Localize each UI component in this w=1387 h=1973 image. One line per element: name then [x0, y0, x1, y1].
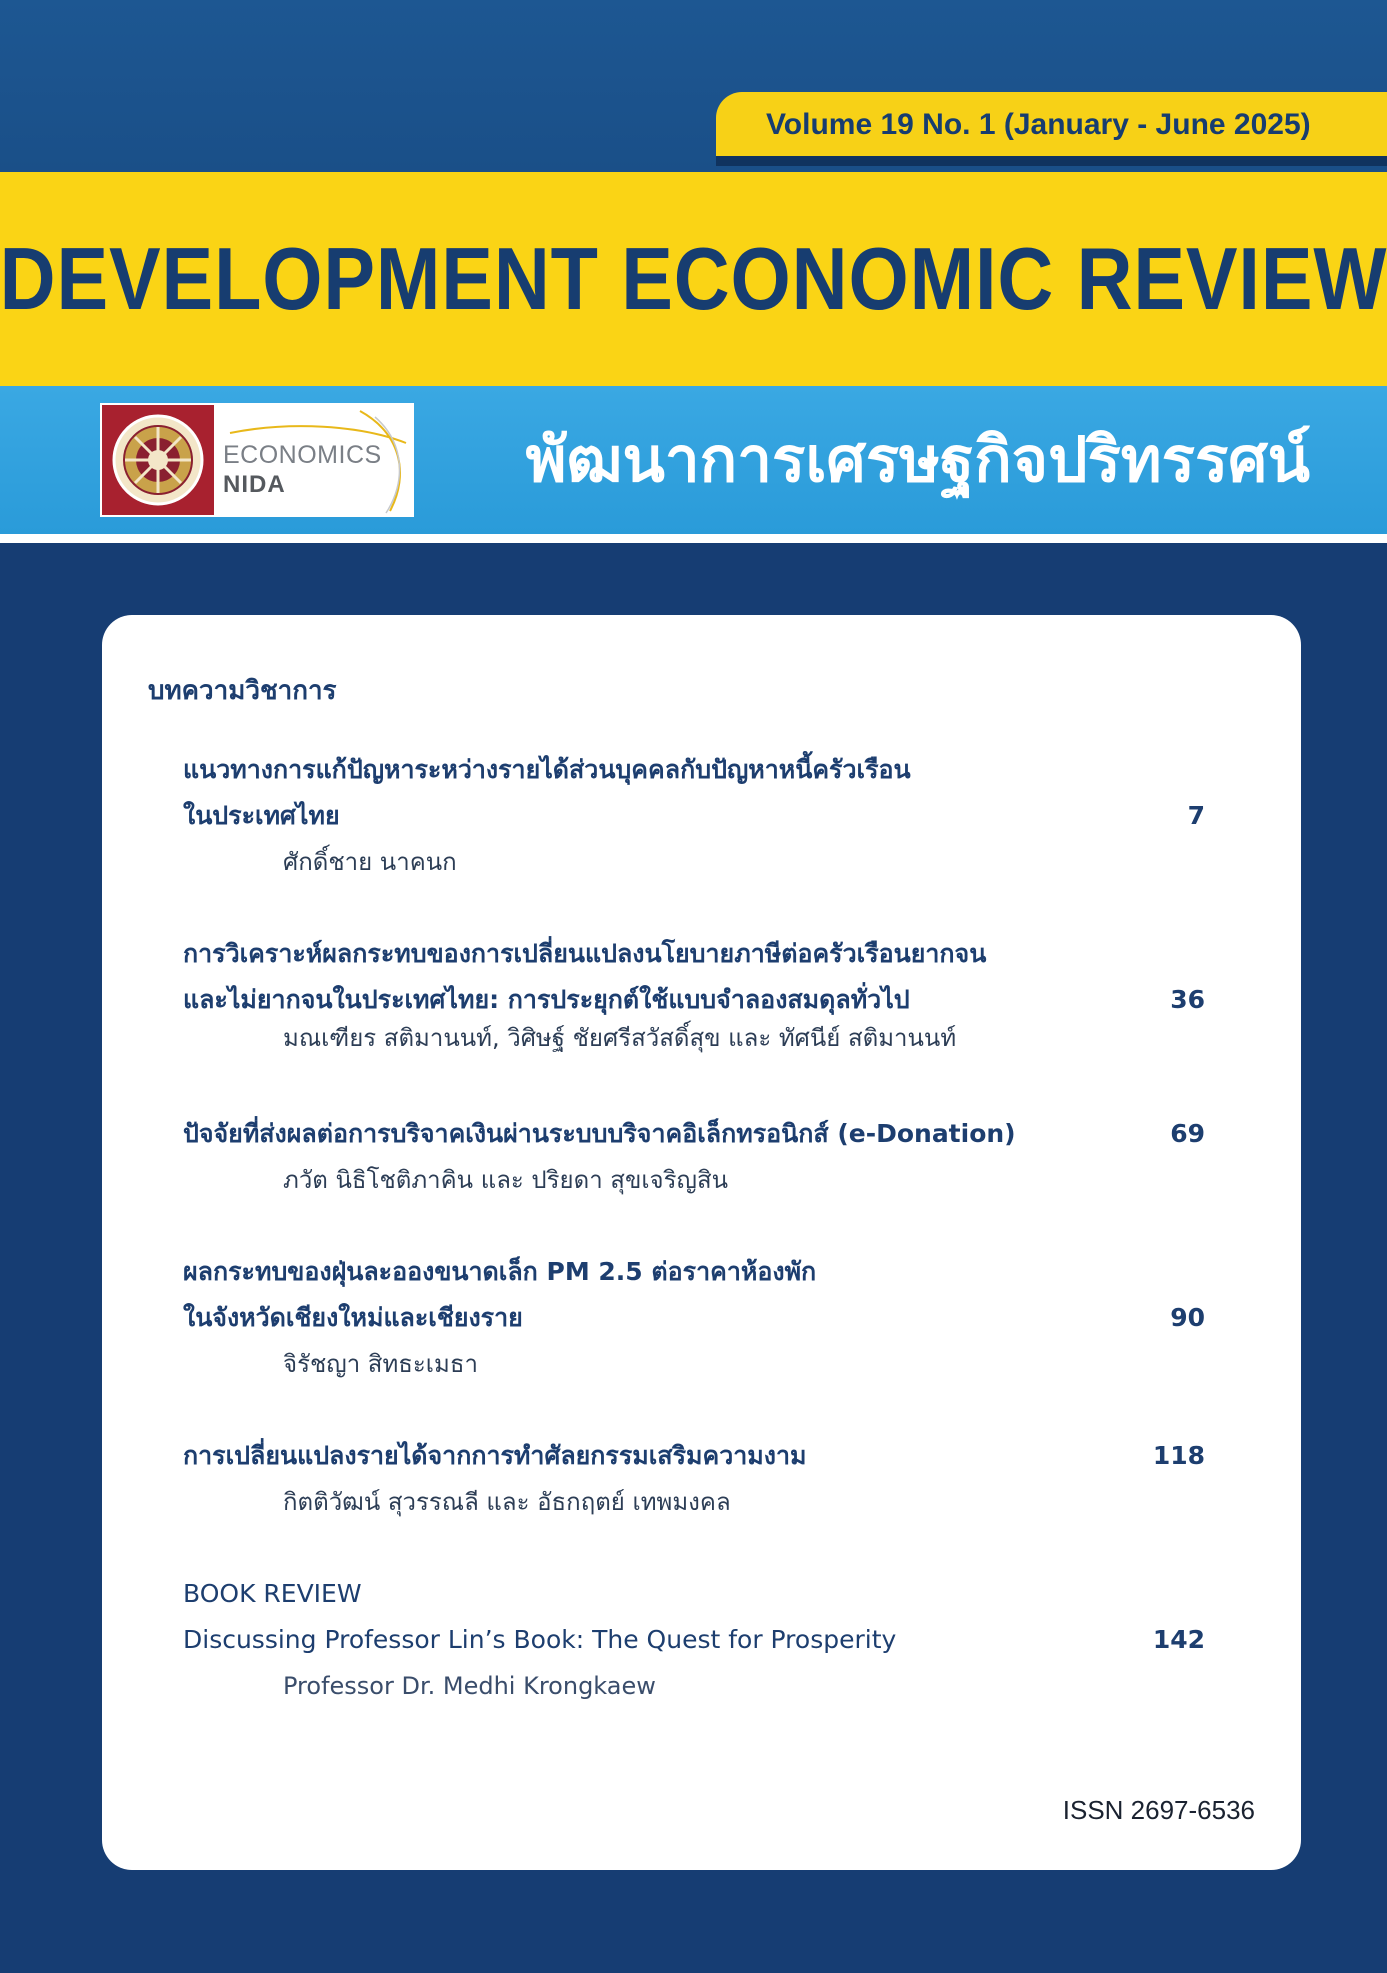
volume-tab	[716, 92, 1387, 158]
page-number: 7	[1187, 801, 1205, 830]
article-title-line: ในประเทศไทย	[183, 801, 340, 830]
page-number: 36	[1170, 985, 1205, 1014]
page-number: 69	[1170, 1119, 1205, 1148]
article-authors: ภวัต นิธิโชติภาคิน และ ปริยดา สุขเจริญสิน	[283, 1166, 729, 1194]
toc-entry[interactable]	[183, 1111, 1233, 1203]
table-of-contents	[102, 615, 1301, 1870]
section-heading: บทความวิชาการ	[148, 676, 337, 706]
logo-seal-background	[102, 405, 214, 515]
volume-tab-shadow	[716, 156, 1387, 166]
journal-title: DEVELOPMENT ECONOMIC REVIEW	[0, 229, 1387, 328]
toc-entry[interactable]	[183, 931, 1233, 1061]
volume-label: Volume 19 No. 1 (January - June 2025)	[766, 108, 1311, 141]
page-number: 118	[1152, 1441, 1205, 1470]
logo-text-economics: ECONOMICS	[223, 441, 382, 469]
divider	[0, 534, 1387, 543]
article-title-line: การเปลี่ยนแปลงรายได้จากการทำศัลยกรรมเสริมความงาม	[183, 1441, 807, 1470]
logo-text-nida: NIDA	[223, 471, 286, 498]
article-title-line: แนวทางการแก้ปัญหาระหว่างรายได้ส่วนบุคคลกับปัญหาหนี้ครัวเรือน	[183, 755, 911, 784]
toc-entry[interactable]	[183, 1433, 1233, 1525]
article-title-line: การวิเคราะห์ผลกระทบของการเปลี่ยนแปลงนโยบายภาษีต่อครัวเรือนยากจน	[183, 939, 987, 968]
article-authors: กิตติวัฒน์ สุวรรณลี และ อัธกฤตย์ เทพมงคล	[283, 1488, 731, 1516]
article-title-line: ในจังหวัดเชียงใหม่และเชียงราย	[183, 1303, 523, 1332]
issn: ISSN 2697-6536	[1062, 1795, 1255, 1825]
book-review-entry[interactable]	[183, 1571, 1233, 1709]
page-number: 90	[1170, 1303, 1205, 1332]
article-title-line: ผลกระทบของฝุ่นละอองขนาดเล็ก PM 2.5 ต่อราคาห้องพัก	[183, 1257, 817, 1286]
title-band	[0, 172, 1387, 386]
toc-entry[interactable]	[183, 1249, 1233, 1387]
journal-title-thai: พัฒนาการเศรษฐกิจปริทรรศน์	[525, 423, 1310, 496]
book-review-label: BOOK REVIEW	[183, 1579, 362, 1608]
book-review-title: Discussing Professor Lin’s Book: The Quest for Prosperity	[183, 1625, 897, 1654]
book-review-author: Professor Dr. Medhi Krongkaew	[283, 1672, 656, 1700]
nida-seal-icon	[102, 405, 214, 515]
toc-entry[interactable]	[183, 747, 1233, 885]
article-title-line: ปัจจัยที่ส่งผลต่อการบริจาคเงินผ่านระบบบริจาคอิเล็กทรอนิกส์ (e-Donation)	[183, 1119, 1016, 1148]
article-title-line: และไม่ยากจนในประเทศไทย: การประยุกต์ใช้แบบจำลองสมดุลทั่วไป	[183, 985, 910, 1014]
economics-nida-logo	[100, 403, 414, 517]
page-number: 142	[1152, 1625, 1205, 1654]
article-authors: มณเฑียร สติมานนท์, วิศิษฐ์ ชัยศรีสวัสดิ์สุข และ ทัศนีย์ สติมานนท์	[283, 1024, 957, 1052]
article-authors: จิรัชญา สิทธะเมธา	[283, 1350, 478, 1378]
article-authors: ศักดิ์ชาย นาคนก	[283, 848, 457, 876]
